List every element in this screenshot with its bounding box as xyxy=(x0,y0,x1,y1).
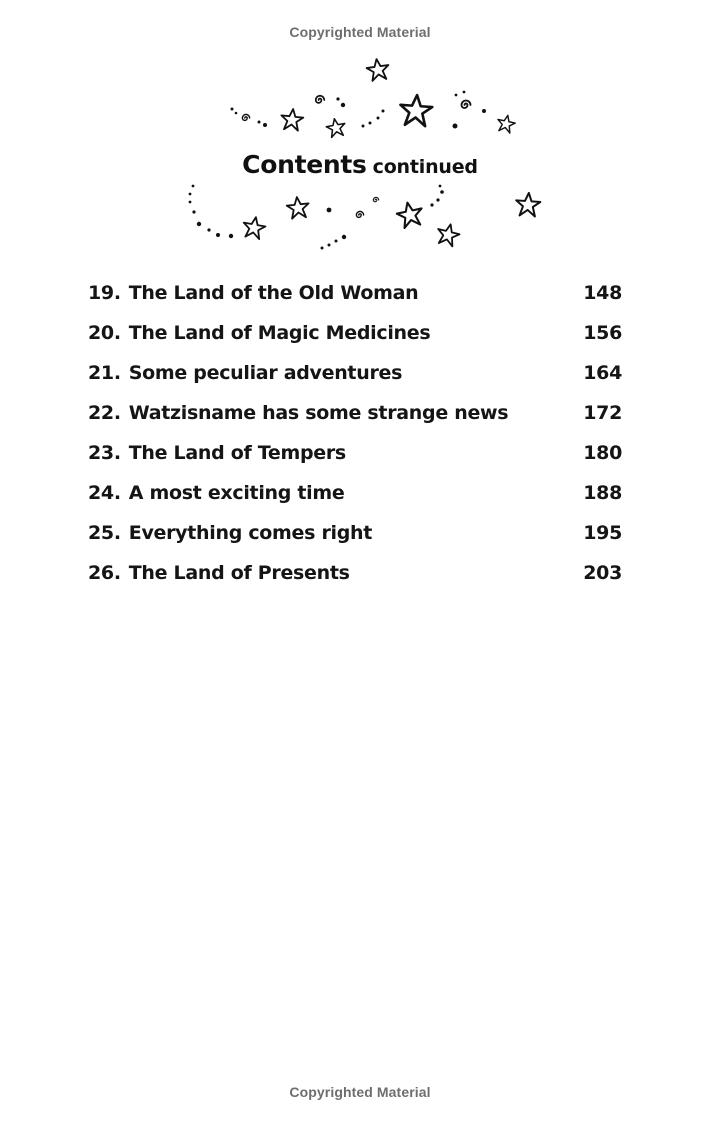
page-number: 195 xyxy=(583,522,622,544)
chapter-number: 19. xyxy=(88,282,121,304)
toc-entry[interactable] xyxy=(88,478,622,518)
toc-entry[interactable] xyxy=(88,518,622,558)
toc-entry[interactable] xyxy=(88,318,622,358)
toc-entry[interactable] xyxy=(88,438,622,478)
chapter-title: Some peculiar adventures xyxy=(128,362,403,384)
chapter-number: 20. xyxy=(88,322,121,344)
chapter-title: The Land of the Old Woman xyxy=(128,282,419,304)
decoration-dots-top xyxy=(231,91,487,129)
page-number: 203 xyxy=(583,562,622,584)
page-number: 148 xyxy=(583,282,622,304)
contents-subtitle: continued xyxy=(372,156,478,178)
copyright-watermark-top: Copyrighted Material xyxy=(289,24,431,40)
contents-title: Contents xyxy=(242,150,367,179)
page-number: 180 xyxy=(583,442,622,464)
decoration-swirls-bottom xyxy=(356,197,378,217)
toc-entry[interactable] xyxy=(88,358,622,398)
toc-entry[interactable] xyxy=(88,558,622,598)
copyright-watermark-bottom: Copyrighted Material xyxy=(289,1084,431,1100)
chapter-title: Everything comes right xyxy=(128,522,373,544)
chapter-number: 25. xyxy=(88,522,121,544)
page-number: 164 xyxy=(583,362,622,384)
chapter-number: 23. xyxy=(88,442,121,464)
decoration-stars-bottom xyxy=(241,192,540,247)
contents-heading xyxy=(0,150,720,179)
table-of-contents xyxy=(88,278,622,598)
toc-entry[interactable] xyxy=(88,278,622,318)
page-number: 156 xyxy=(583,322,622,344)
chapter-title: Watzisname has some strange news xyxy=(128,402,509,424)
chapter-title: The Land of Presents xyxy=(128,562,350,584)
chapter-number: 26. xyxy=(88,562,121,584)
stars-swirls-icon xyxy=(0,0,720,270)
chapter-number: 21. xyxy=(88,362,121,384)
chapter-number: 22. xyxy=(88,402,121,424)
chapter-number: 24. xyxy=(88,482,121,504)
toc-entry[interactable] xyxy=(88,398,622,438)
chapter-title: The Land of Magic Medicines xyxy=(128,322,431,344)
chapter-title: A most exciting time xyxy=(128,482,345,504)
page-number: 188 xyxy=(583,482,622,504)
chapter-title: The Land of Tempers xyxy=(128,442,346,464)
decoration-swirls-top xyxy=(242,96,470,121)
page-number: 172 xyxy=(583,402,622,424)
